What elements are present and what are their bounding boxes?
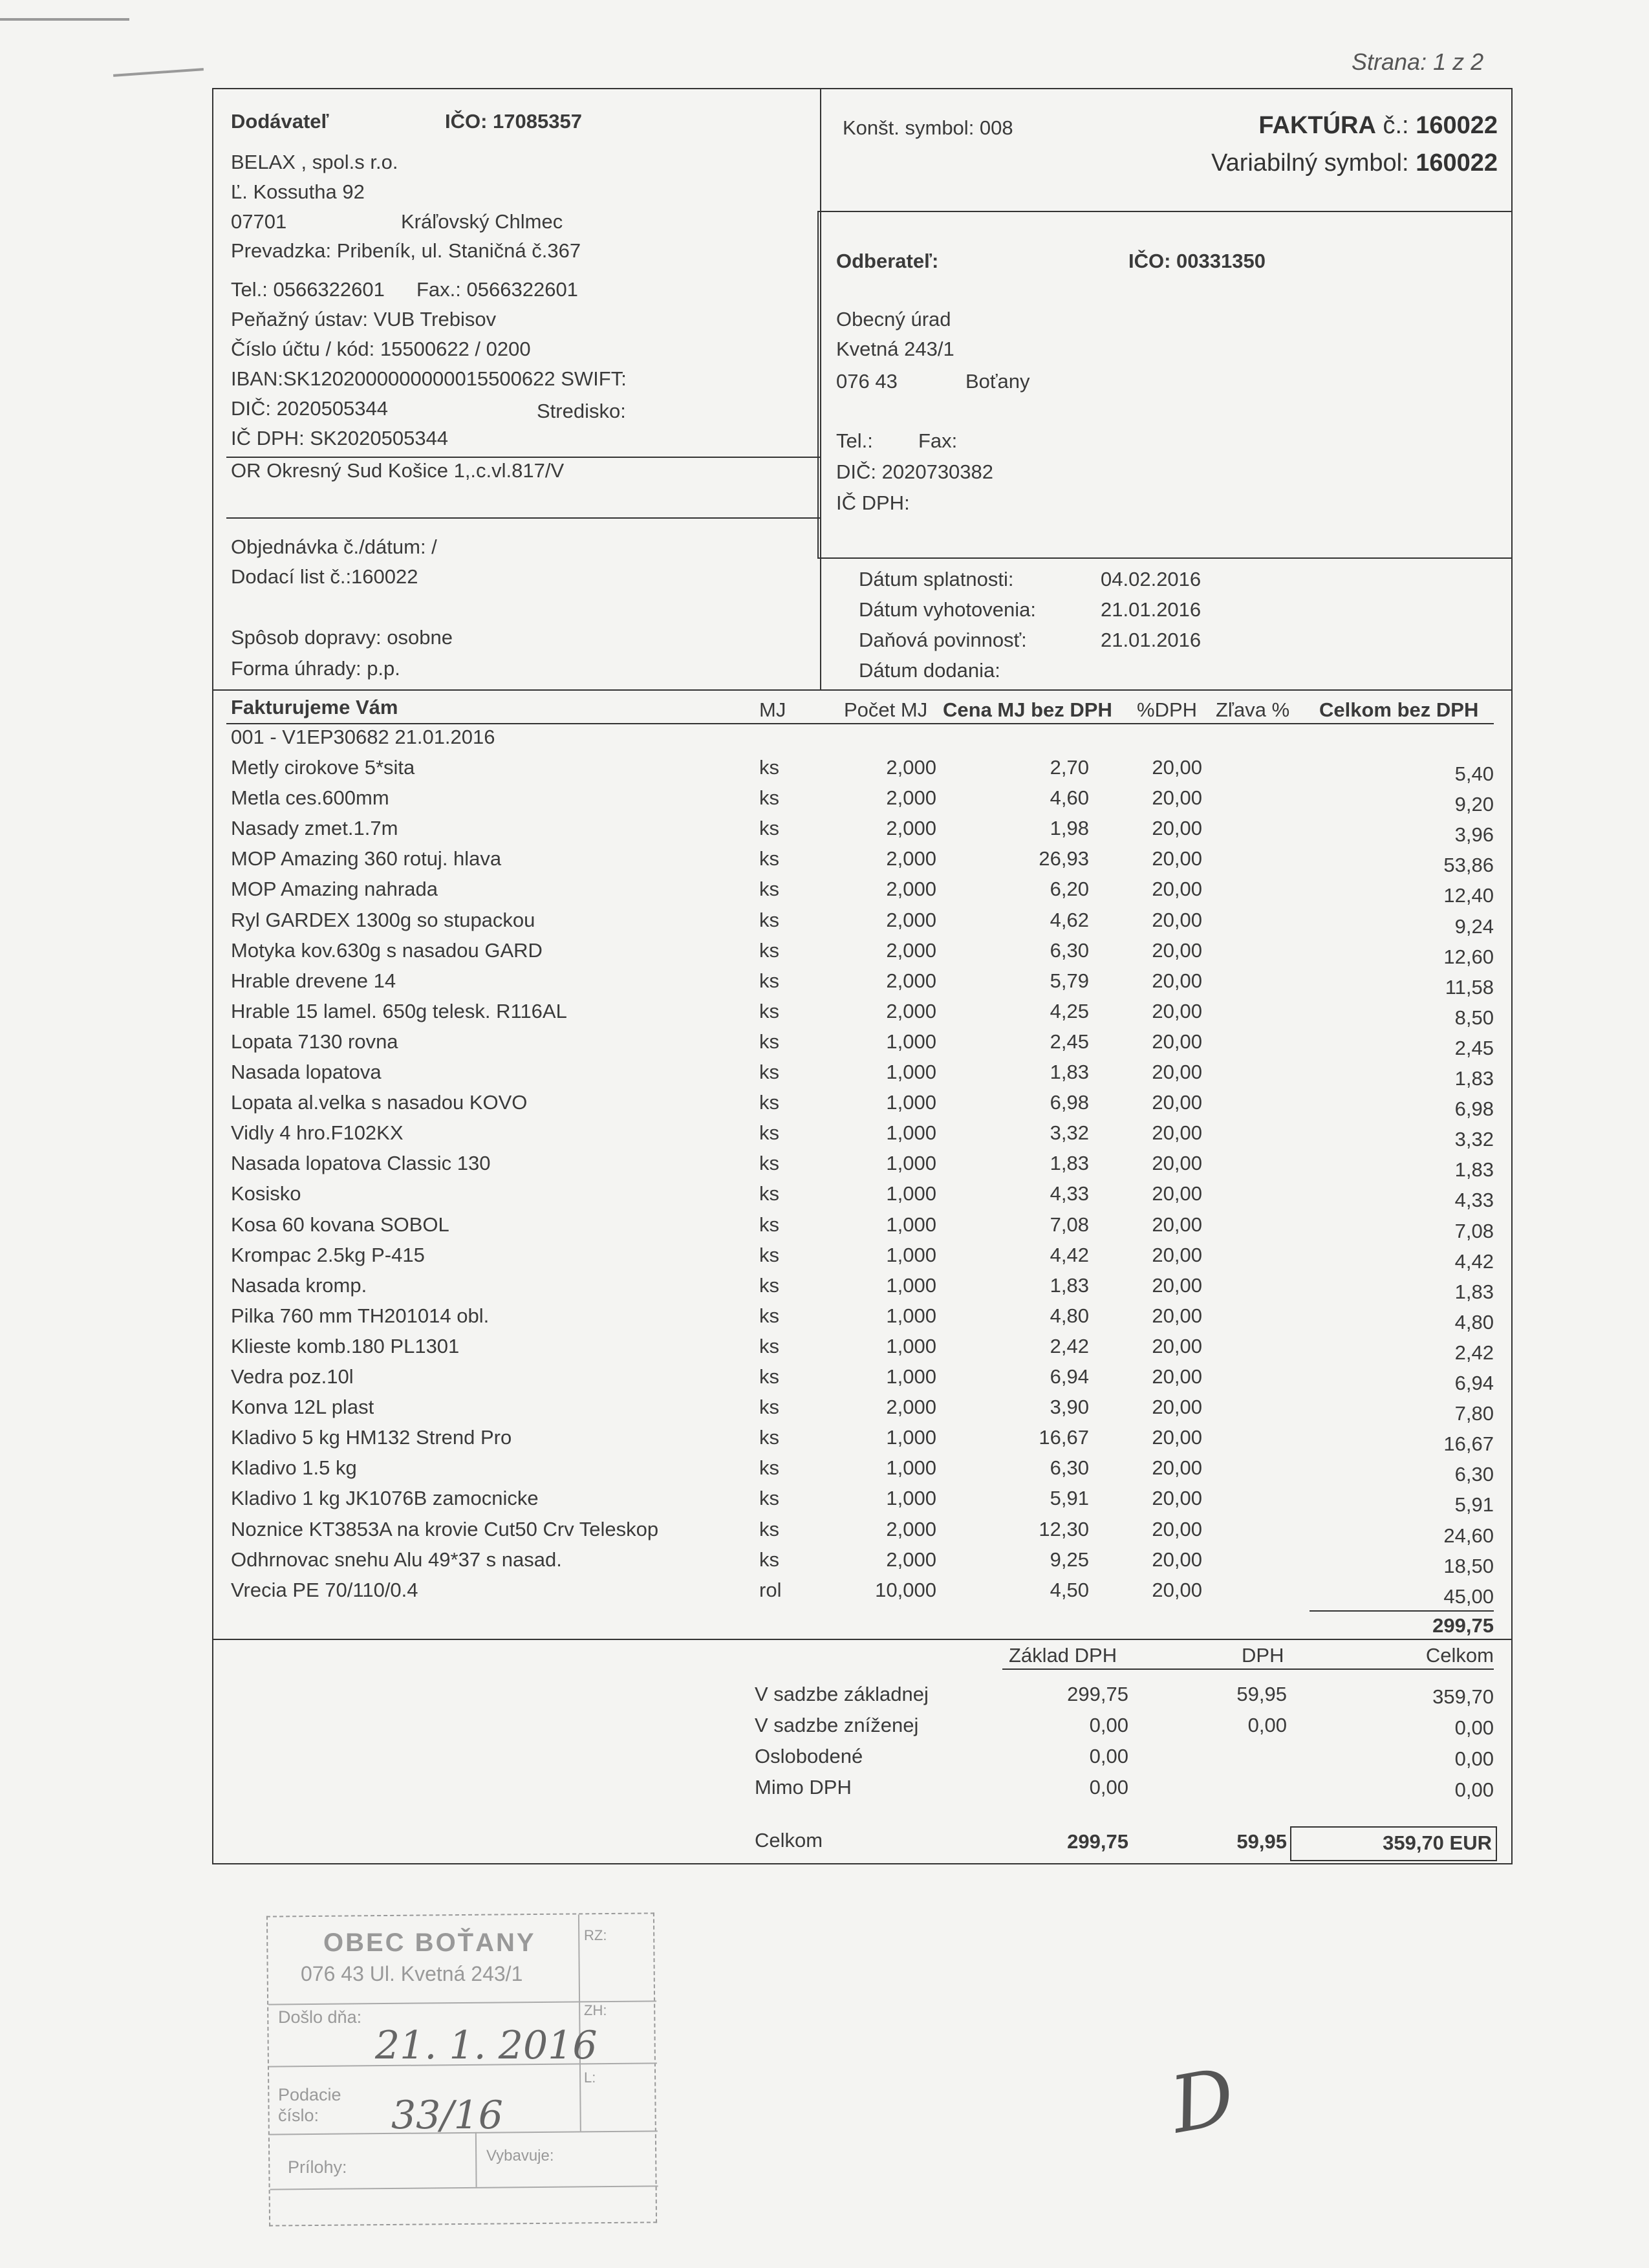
item-price: 5,79: [1050, 969, 1089, 992]
table-row: [0, 847, 1649, 878]
item-unit: ks: [759, 1152, 779, 1175]
item-vat: 20,00: [1152, 878, 1202, 901]
item-unit: ks: [759, 969, 779, 992]
item-vat: 20,00: [1152, 1548, 1202, 1571]
item-price: 4,25: [1050, 999, 1089, 1022]
item-total: 45,00: [1443, 1584, 1494, 1608]
table-row: [0, 1244, 1649, 1274]
item-total: 1,83: [1454, 1158, 1494, 1182]
item-quantity: 2,000: [886, 847, 936, 870]
item-quantity: 1,000: [886, 1091, 936, 1114]
table-row: [0, 1030, 1649, 1061]
item-price: 6,98: [1050, 1091, 1089, 1114]
item-quantity: 1,000: [886, 1487, 936, 1510]
date-label: Dátum splatnosti:: [859, 568, 1014, 590]
transport: Spôsob dopravy: osobne: [231, 626, 453, 649]
summary-total: 0,00: [1454, 1778, 1494, 1801]
summary-base: 0,00: [1089, 1714, 1128, 1736]
col-item-header: Fakturujeme Vám: [231, 696, 398, 718]
supplier-ico: IČO: 17085357: [445, 110, 582, 133]
variable-symbol-value: 160022: [1416, 149, 1498, 177]
col-vat-header: %DPH: [1137, 698, 1198, 721]
stamp-l: L:: [584, 2069, 596, 2086]
date-value: 04.02.2016: [1101, 568, 1202, 590]
stamp-zh: ZH:: [584, 2002, 607, 2018]
customer-ico: IČO: 00331350: [1128, 250, 1266, 272]
item-quantity: 1,000: [886, 1456, 936, 1480]
supplier-center: Stredisko:: [537, 400, 626, 422]
item-total: 1,83: [1454, 1280, 1494, 1303]
item-name: Lopata al.velka s nasadou KOVO: [231, 1091, 528, 1114]
col-mj-header: MJ: [759, 698, 786, 721]
received-stamp: [266, 1912, 657, 2226]
table-row: [0, 1274, 1649, 1304]
item-unit: ks: [759, 1517, 779, 1540]
item-price: 9,25: [1050, 1548, 1089, 1571]
item-vat: 20,00: [1152, 756, 1202, 779]
supplier-bottom-rule: [226, 517, 820, 519]
stamp-number-label-1: Podacie: [278, 2085, 341, 2104]
item-unit: ks: [759, 1030, 779, 1053]
item-price: 3,90: [1050, 1396, 1089, 1419]
item-total: 9,20: [1454, 793, 1494, 816]
item-vat: 20,00: [1152, 1365, 1202, 1388]
item-unit: ks: [759, 908, 779, 931]
item-price: 4,42: [1050, 1243, 1089, 1266]
item-price: 2,45: [1050, 1030, 1089, 1053]
item-quantity: 1,000: [886, 1213, 936, 1236]
item-unit: ks: [759, 1456, 779, 1480]
item-name: Metla ces.600mm: [231, 786, 389, 810]
item-name: Nasada lopatova: [231, 1061, 382, 1083]
item-name: Kosa 60 kovana SOBOL: [231, 1213, 449, 1236]
table-row: [0, 1579, 1649, 1609]
item-quantity: 1,000: [886, 1365, 936, 1388]
item-price: 4,80: [1050, 1304, 1089, 1327]
supplier-heading: Dodávateľ: [231, 110, 329, 133]
subtotal-value: 299,75: [1432, 1614, 1494, 1637]
table-row: [0, 1487, 1649, 1517]
item-name: Vedra poz.10l: [231, 1365, 354, 1388]
supplier-street: Ľ. Kossutha 92: [231, 180, 365, 203]
item-unit: ks: [759, 878, 779, 901]
item-vat: 20,00: [1152, 938, 1202, 962]
payment: Forma úhrady: p.p.: [231, 657, 400, 680]
item-vat: 20,00: [1152, 1578, 1202, 1601]
grand-vat: 59,95: [1236, 1830, 1287, 1853]
supplier-account: Číslo účtu / kód: 15500622 / 0200: [231, 338, 531, 360]
item-unit: ks: [759, 756, 779, 779]
item-vat: 20,00: [1152, 1396, 1202, 1419]
supplier-bank: Peňažný ústav: VUB Trebisov: [231, 308, 497, 330]
item-unit: ks: [759, 1548, 779, 1571]
item-total: 12,40: [1443, 884, 1494, 907]
customer-fax: Fax:: [918, 429, 958, 452]
item-price: 6,20: [1050, 878, 1089, 901]
supplier-court-rule: [226, 457, 820, 458]
summary-base: 299,75: [1067, 1683, 1128, 1705]
table-row: [0, 1152, 1649, 1182]
summary-vat-header: DPH: [1242, 1644, 1284, 1667]
item-price: 6,30: [1050, 938, 1089, 962]
stamp-number-value: 33/16: [391, 2093, 503, 2138]
stamp-title: OBEC BOŤANY: [323, 1928, 536, 1957]
item-total: 4,42: [1454, 1249, 1494, 1273]
table-row: [0, 1000, 1649, 1030]
item-total: 53,86: [1443, 854, 1494, 877]
item-quantity: 2,000: [886, 969, 936, 992]
table-row: [0, 1456, 1649, 1487]
item-price: 5,91: [1050, 1487, 1089, 1510]
item-name: MOP Amazing 360 rotuj. hlava: [231, 847, 502, 870]
item-name: MOP Amazing nahrada: [231, 878, 438, 901]
table-row: [0, 1182, 1649, 1213]
item-total: 5,40: [1454, 762, 1494, 785]
item-total: 2,45: [1454, 1036, 1494, 1059]
item-quantity: 2,000: [886, 1548, 936, 1571]
summary-header-rule: [1002, 1669, 1494, 1670]
scan-mark: [0, 18, 129, 21]
table-row: [0, 756, 1649, 786]
item-price: 2,70: [1050, 756, 1089, 779]
item-total: 16,67: [1443, 1432, 1494, 1456]
item-vat: 20,00: [1152, 1334, 1202, 1357]
table-reference: 001 - V1EP30682 21.01.2016: [231, 726, 495, 748]
frame-top: [212, 88, 1512, 89]
item-vat: 20,00: [1152, 1091, 1202, 1114]
item-vat: 20,00: [1152, 1426, 1202, 1449]
summary-label: Mimo DPH: [755, 1776, 852, 1798]
variable-symbol-label: Variabilný symbol:: [1211, 149, 1409, 177]
table-row: [0, 1061, 1649, 1091]
item-unit: ks: [759, 1213, 779, 1236]
table-row: [0, 1091, 1649, 1121]
stamp-divider: [475, 2132, 477, 2187]
item-unit: ks: [759, 1243, 779, 1266]
table-row: [0, 1426, 1649, 1456]
item-price: 3,32: [1050, 1121, 1089, 1145]
date-label: Dátum vyhotovenia:: [859, 598, 1036, 621]
item-vat: 20,00: [1152, 1152, 1202, 1175]
item-unit: ks: [759, 1182, 779, 1205]
variable-symbol: [1099, 149, 1498, 177]
item-name: Motyka kov.630g s nasadou GARD: [231, 938, 543, 962]
stamp-rz: RZ:: [584, 1927, 607, 1943]
frame-bottom: [212, 1863, 1512, 1864]
item-price: 4,33: [1050, 1182, 1089, 1205]
stamp-address: 076 43 Ul. Kvetná 243/1: [301, 1962, 523, 1985]
item-unit: ks: [759, 1365, 779, 1388]
item-price: 1,98: [1050, 817, 1089, 840]
item-name: Noznice KT3853A na krovie Cut50 Crv Teleskop: [231, 1517, 659, 1540]
item-name: Klieste komb.180 PL1301: [231, 1334, 460, 1357]
table-row: [0, 1121, 1649, 1152]
item-price: 16,67: [1039, 1426, 1089, 1449]
customer-street: Kvetná 243/1: [836, 338, 954, 360]
item-total: 7,08: [1454, 1219, 1494, 1242]
item-name: Pilka 760 mm TH201014 obl.: [231, 1304, 490, 1327]
item-total: 2,42: [1454, 1341, 1494, 1364]
table-row: [0, 786, 1649, 817]
stamp-received-date: 21. 1. 2016: [375, 2023, 598, 2068]
item-price: 4,62: [1050, 908, 1089, 931]
item-name: Kosisko: [231, 1182, 301, 1205]
item-name: Kladivo 1 kg JK1076B zamocnicke: [231, 1487, 539, 1510]
item-vat: 20,00: [1152, 1182, 1202, 1205]
item-quantity: 1,000: [886, 1152, 936, 1175]
item-quantity: 2,000: [886, 1396, 936, 1419]
summary-base: 0,00: [1089, 1745, 1128, 1767]
item-total: 7,80: [1454, 1402, 1494, 1425]
summary-vat: 59,95: [1236, 1683, 1287, 1705]
table-row: [0, 969, 1649, 1000]
grand-total: 359,70 EUR: [1383, 1831, 1492, 1854]
item-vat: 20,00: [1152, 1487, 1202, 1510]
item-vat: 20,00: [1152, 969, 1202, 992]
item-vat: 20,00: [1152, 1243, 1202, 1266]
summary-label: Oslobodené: [755, 1745, 863, 1767]
item-name: Vrecia PE 70/110/0.4: [231, 1578, 418, 1601]
item-total: 4,33: [1454, 1189, 1494, 1212]
item-vat: 20,00: [1152, 1517, 1202, 1540]
item-total: 4,80: [1454, 1310, 1494, 1334]
item-price: 4,60: [1050, 786, 1089, 810]
item-quantity: 1,000: [886, 1182, 936, 1205]
customer-heading: Odberateľ:: [836, 250, 939, 272]
summary-total: 0,00: [1454, 1747, 1494, 1770]
item-total: 24,60: [1443, 1524, 1494, 1547]
date-value: 21.01.2016: [1101, 629, 1202, 651]
item-unit: ks: [759, 786, 779, 810]
table-row: [0, 939, 1649, 969]
item-price: 26,93: [1039, 847, 1089, 870]
item-vat: 20,00: [1152, 1030, 1202, 1053]
customer-name: Obecný úrad: [836, 308, 951, 330]
const-symbol: Konšt. symbol: 008: [843, 116, 1013, 139]
item-unit: ks: [759, 1487, 779, 1510]
table-row: [0, 1213, 1649, 1244]
invoice-title: [1170, 111, 1498, 140]
stamp-number-label-2: číslo:: [278, 2106, 319, 2125]
item-name: Kladivo 5 kg HM132 Strend Pro: [231, 1426, 512, 1449]
table-header-rule: [226, 723, 1494, 724]
item-name: Ryl GARDEX 1300g so stupackou: [231, 908, 535, 931]
item-name: Nasady zmet.1.7m: [231, 817, 398, 840]
table-top-rule: [212, 689, 1512, 691]
customer-icdph: IČ DPH:: [836, 491, 910, 514]
item-quantity: 1,000: [886, 1030, 936, 1053]
item-quantity: 2,000: [886, 938, 936, 962]
item-name: Nasada lopatova Classic 130: [231, 1152, 491, 1175]
summary-base-header: Základ DPH: [1009, 1644, 1117, 1667]
item-total: 9,24: [1454, 914, 1494, 938]
invoice-title-no: č.:: [1383, 112, 1409, 139]
col-total-header: Celkom bez DPH: [1319, 698, 1479, 721]
order-number: Objednávka č./dátum: /: [231, 535, 437, 558]
item-price: 2,42: [1050, 1334, 1089, 1357]
summary-base: 0,00: [1089, 1776, 1128, 1798]
item-unit: ks: [759, 1304, 779, 1327]
summary-total: 0,00: [1454, 1716, 1494, 1739]
item-vat: 20,00: [1152, 786, 1202, 810]
col-qty-header: Počet MJ: [844, 698, 928, 721]
item-name: Krompac 2.5kg P-415: [231, 1243, 425, 1266]
item-total: 1,83: [1454, 1067, 1494, 1090]
grand-label: Celkom: [755, 1829, 823, 1852]
item-total: 18,50: [1443, 1554, 1494, 1577]
item-quantity: 2,000: [886, 756, 936, 779]
item-unit: ks: [759, 1121, 779, 1145]
item-unit: ks: [759, 938, 779, 962]
summary-label: V sadzbe základnej: [755, 1683, 929, 1705]
item-unit: ks: [759, 1273, 779, 1297]
item-name: Odhrnovac snehu Alu 49*37 s nasad.: [231, 1548, 562, 1571]
customer-city: Boťany: [965, 370, 1030, 393]
item-total: 3,32: [1454, 1128, 1494, 1151]
item-quantity: 1,000: [886, 1273, 936, 1297]
item-vat: 20,00: [1152, 1213, 1202, 1236]
item-price: 12,30: [1039, 1517, 1089, 1540]
item-unit: rol: [759, 1578, 782, 1601]
stamp-divider: [270, 2185, 658, 2190]
stamp-received-label: Došlo dňa:: [278, 2007, 362, 2027]
item-unit: ks: [759, 1396, 779, 1419]
supplier-court: OR Okresný Sud Košice 1,.c.vl.817/V: [231, 459, 565, 482]
item-price: 6,30: [1050, 1456, 1089, 1480]
supplier-city: Kráľovský Chlmec: [401, 210, 563, 233]
item-quantity: 2,000: [886, 908, 936, 931]
item-quantity: 2,000: [886, 999, 936, 1022]
scan-mark: [113, 68, 204, 77]
item-vat: 20,00: [1152, 1456, 1202, 1480]
item-unit: ks: [759, 1091, 779, 1114]
table-row: [0, 1335, 1649, 1365]
table-row: [0, 1304, 1649, 1335]
item-quantity: 1,000: [886, 1304, 936, 1327]
delivery-note: Dodací list č.:160022: [231, 565, 418, 588]
stamp-handled-label: Vybavuje:: [486, 2147, 554, 2165]
item-name: Nasada kromp.: [231, 1273, 367, 1297]
item-vat: 20,00: [1152, 817, 1202, 840]
table-row: [0, 817, 1649, 847]
item-quantity: 10,000: [875, 1578, 936, 1601]
item-quantity: 1,000: [886, 1061, 936, 1083]
supplier-branch: Prevadzka: Pribeník, ul. Staničná č.367: [231, 239, 581, 262]
subtotal-rule: [1310, 1610, 1494, 1612]
item-vat: 20,00: [1152, 1061, 1202, 1083]
item-price: 4,50: [1050, 1578, 1089, 1601]
item-vat: 20,00: [1152, 847, 1202, 870]
grand-base: 299,75: [1067, 1830, 1128, 1853]
item-total: 8,50: [1454, 1006, 1494, 1029]
supplier-fax: Fax.: 0566322601: [416, 278, 578, 301]
item-vat: 20,00: [1152, 1304, 1202, 1327]
item-quantity: 2,000: [886, 817, 936, 840]
summary-total-header: Celkom: [1425, 1644, 1494, 1667]
summary-label: V sadzbe znížene​j: [755, 1714, 919, 1736]
item-name: Konva 12L plast: [231, 1396, 374, 1419]
supplier-icdph: IČ DPH: SK2020505344: [231, 427, 449, 449]
item-name: Hrable 15 lamel. 650g telesk. R116AL: [231, 999, 567, 1022]
invoice-title-label: FAKTÚRA: [1258, 112, 1376, 139]
item-total: 12,60: [1443, 945, 1494, 968]
item-name: Metly cirokove 5*sita: [231, 756, 415, 779]
table-row: [0, 1365, 1649, 1396]
table-row: [0, 1518, 1649, 1548]
customer-dic: DIČ: 2020730382: [836, 460, 994, 483]
item-price: 1,83: [1050, 1273, 1089, 1297]
customer-zip: 076 43: [836, 370, 898, 393]
item-name: Vidly 4 hro.F102KX: [231, 1121, 404, 1145]
item-price: 1,83: [1050, 1152, 1089, 1175]
item-name: Lopata 7130 rovna: [231, 1030, 398, 1053]
item-total: 6,30: [1454, 1463, 1494, 1486]
supplier-iban: IBAN:SK1202000000000015500622 SWIFT:: [231, 367, 627, 390]
item-unit: ks: [759, 1061, 779, 1083]
item-total: 3,96: [1454, 823, 1494, 847]
item-quantity: 1,000: [886, 1334, 936, 1357]
item-quantity: 1,000: [886, 1121, 936, 1145]
date-label: Daňová povinnosť:: [859, 629, 1027, 651]
customer-tel: Tel.:: [836, 429, 873, 452]
item-price: 7,08: [1050, 1213, 1089, 1236]
item-total: 6,98: [1454, 1097, 1494, 1121]
table-row: [0, 1396, 1649, 1426]
item-quantity: 2,000: [886, 878, 936, 901]
item-unit: ks: [759, 817, 779, 840]
item-name: Kladivo 1.5 kg: [231, 1456, 357, 1480]
item-quantity: 1,000: [886, 1243, 936, 1266]
item-name: Hrable drevene 14: [231, 969, 396, 992]
item-vat: 20,00: [1152, 1121, 1202, 1145]
item-unit: ks: [759, 999, 779, 1022]
item-quantity: 2,000: [886, 786, 936, 810]
supplier-dic: DIČ: 2020505344: [231, 397, 389, 420]
item-quantity: 2,000: [886, 1517, 936, 1540]
item-unit: ks: [759, 847, 779, 870]
item-total: 11,58: [1445, 975, 1494, 999]
item-quantity: 1,000: [886, 1426, 936, 1449]
col-discount-header: Zľava %: [1216, 698, 1290, 721]
item-vat: 20,00: [1152, 1273, 1202, 1297]
supplier-tel: Tel.: 0566322601: [231, 278, 385, 301]
item-total: 5,91: [1454, 1493, 1494, 1517]
date-label: Dátum dodania:: [859, 659, 1000, 682]
invoice-number: 160022: [1416, 112, 1498, 139]
item-unit: ks: [759, 1426, 779, 1449]
table-row: [0, 909, 1649, 939]
supplier-zip: 07701: [231, 210, 287, 233]
item-unit: ks: [759, 1334, 779, 1357]
page-number: Strana: 1 z 2: [1352, 49, 1484, 75]
item-total: 6,94: [1454, 1372, 1494, 1394]
table-row: [0, 1548, 1649, 1579]
item-vat: 20,00: [1152, 999, 1202, 1022]
summary-top-rule: [212, 1639, 1512, 1640]
item-price: 6,94: [1050, 1365, 1089, 1388]
item-price: 1,83: [1050, 1061, 1089, 1083]
date-value: 21.01.2016: [1101, 598, 1202, 621]
col-price-header: Cena MJ bez DPH: [943, 698, 1112, 721]
summary-vat: 0,00: [1247, 1714, 1287, 1736]
table-row: [0, 878, 1649, 908]
supplier-name: BELAX , spol.s r.o.: [231, 151, 398, 173]
item-vat: 20,00: [1152, 908, 1202, 931]
stamp-attachments-label: Prílohy:: [288, 2157, 347, 2177]
signature: D: [1164, 2051, 1242, 2152]
summary-total: 359,70: [1432, 1685, 1494, 1708]
